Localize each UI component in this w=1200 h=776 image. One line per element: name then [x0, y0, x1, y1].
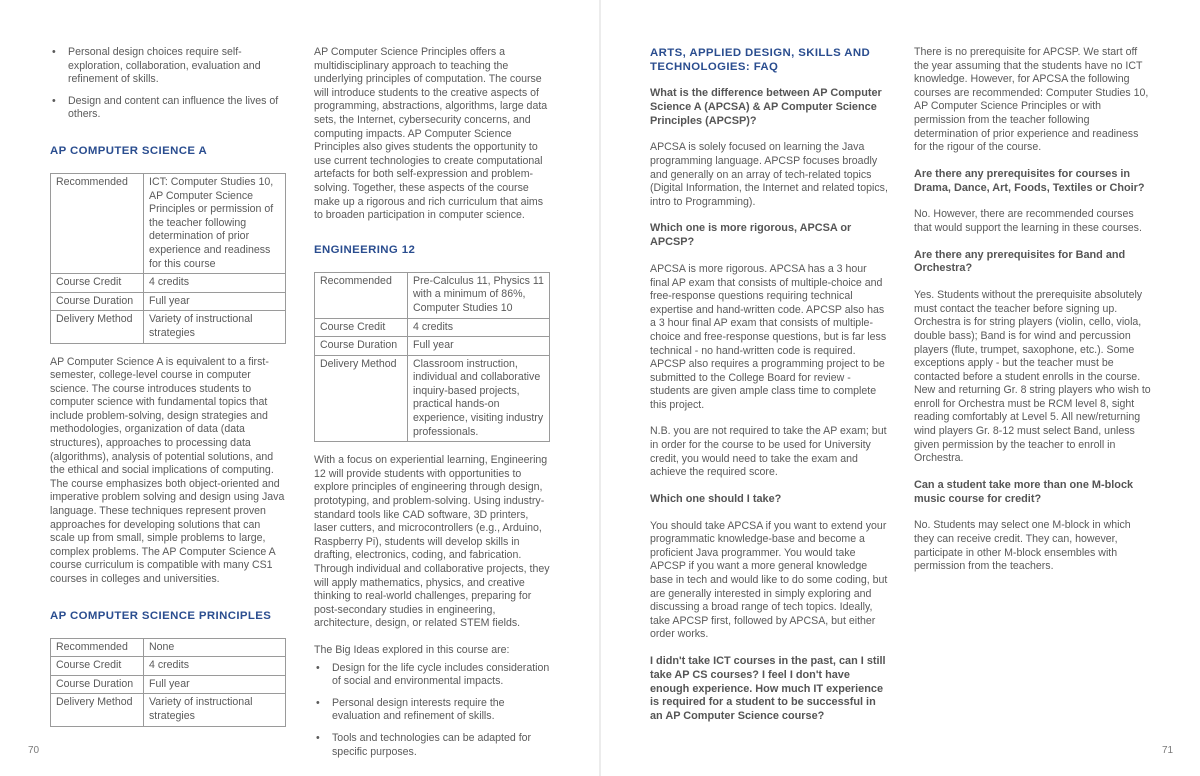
table-row [51, 173, 286, 273]
page-number: 70 [28, 745, 40, 756]
left-column-2 [314, 46, 550, 767]
faq-answer: APCSA is solely focused on learning the Java programming language. APCSP focuses broadly and generally on an array of tech-related topics (Digital Information, the Internet and related topics, intro to Programming). [650, 141, 888, 208]
table-row [315, 318, 550, 337]
faq-question: What is the difference between AP Computer Science A (APCSA) & AP Computer Science Principles (APCSP)? [650, 87, 882, 127]
table-row [51, 675, 286, 694]
faq-heading: ARTS, APPLIED DESIGN, SKILLS AND TECHNOLOGIES: FAQ [650, 47, 871, 73]
faq-answer: APCSA is more rigorous. APCSA has a 3 hour final AP exam that consists of multiple-choice and free-response questions requiring technical expertise and hand-written code. APCSP also has a 3 hour final AP exam that consists of multiple-choice and free-response questions, but is far less technical - no hand-written code is required. APCSP also requires a programming project to be submitted to the College Board for review - students are given ample class time to complete this project. [650, 262, 887, 411]
table-value: Variety of instructional strategies [144, 311, 286, 343]
table-label: Course Credit [51, 657, 144, 676]
bullet-item: • Design for the life cycle includes consideration of social and environmental impacts. [314, 662, 550, 689]
engineering-heading: ENGINEERING 12 [314, 243, 416, 256]
table-label: Recommended [51, 638, 144, 657]
table-value: Full year [144, 292, 286, 311]
table-row [51, 694, 286, 726]
bullet-item: • Personal design choices require self-exploration, collaboration, evaluation and refinement of skills. [50, 46, 286, 87]
table-label: Course Duration [51, 675, 144, 694]
table-label: Course Duration [315, 337, 408, 356]
design-bullets [50, 46, 286, 122]
table-value: Pre-Calculus 11, Physics 11 with a minimum of 86%, Computer Studies 10 [408, 272, 550, 318]
faq-answer: No. However, there are recommended courses that would support the learning in these courses. [914, 208, 1142, 234]
table-value: None [144, 638, 286, 657]
table-label: Course Duration [51, 292, 144, 311]
faq-answer: N.B. you are not required to take the AP exam; but in order for the course to be used for University credit, you would need to take the exam and achieve the required score. [650, 425, 887, 479]
faq-answer: There is no prerequisite for APCSP. We start off the year assuming that the students have no ICT knowledge. However, for APCSA the following courses are recommended: Computer Studies 10, AP Computer Science Principles or with permission from the teacher following determination of prior experience and readiness for the rigour of the course. [914, 46, 1149, 154]
faq-question: Which one is more rigorous, APCSA or APCSP? [650, 222, 852, 249]
apcsp-info-table [50, 638, 286, 727]
faq-answer: Yes. Students without the prerequisite absolutely must contact the teacher before signing up. Orchestra is for string players (violin, cello, viola, double bass); Band is for wind and percussion players (flute, trumpet, saxophone, etc.). Some exceptions apply - but the teacher must be contacted before a student enrolls in the course. New and returning Gr. 8 string players who wish to enroll for Orchestra must be RCM level 8, sight reading comfortably at Level 5. All new/returning wind players Gr. 8-12 must select Band, unless given permission by the teacher to enroll in Orchestra. [914, 289, 1151, 465]
apcsp-description: AP Computer Science Principles offers a multidisciplinary approach to teaching the underlying principles of computation. The course will introduce students to the creative aspects of programming, abstractions, algorithms, large data sets, the Internet, cybersecurity concerns, and computing impacts. AP Computer Science Principles also gives students the opportunity to use current technologies to create computational artefacts for both self-expression and problem-solving. Together, these aspects of the course make up a rigorous and rich curriculum that aims to broaden participation in computer science. [314, 46, 548, 222]
apcsa-heading: AP COMPUTER SCIENCE A [50, 144, 208, 157]
faq-question: Can a student take more than one M-block music course for credit? [914, 478, 1134, 505]
table-label: Delivery Method [315, 355, 408, 442]
table-value: 4 credits [144, 657, 286, 676]
table-value: 4 credits [144, 274, 286, 293]
table-row [315, 337, 550, 356]
bullet-item: • Design and content can influence the lives of others. [50, 95, 286, 122]
table-label: Recommended [51, 173, 144, 273]
big-ideas-list [314, 662, 550, 760]
bullet-item: • Tools and technologies can be adapted for specific purposes. [314, 732, 550, 759]
table-value: Full year [408, 337, 550, 356]
table-row [51, 292, 286, 311]
faq-question: Which one should I take? [650, 492, 782, 505]
faq-answer: No. Students may select one M-block in which they can receive credit. They can, however, participate in other M-block ensembles with permission from the teachers. [914, 519, 1131, 573]
bullet-item: • Personal design interests require the evaluation and refinement of skills. [314, 697, 550, 724]
table-label: Delivery Method [51, 311, 144, 343]
faq-question: I didn't take ICT courses in the past, can I still take AP CS courses? I feel I don't have enough experience. How much IT experience is required for a student to be successful in an AP Computer Science course? [650, 655, 886, 723]
big-ideas-intro: The Big Ideas explored in this course are: [314, 643, 510, 656]
engineering-description: With a focus on experiential learning, Engineering 12 will provide students with opportunities to explore principles of engineering through design, prototyping, and problem-solving. Using industry-standard tools like CAD software, 3D printers, laser cutters, and microcontrollers (e.g., Arduino, Raspberry Pi), students will develop skills in drafting, electronics, coding, and fabrication. Through individual and collaborative projects, they will apply mathematics, physics, and creative thinking to real-world challenges, preparing for post-secondary studies in engineering, architecture, design, or related STEM fields. [314, 454, 550, 630]
table-value: 4 credits [408, 318, 550, 337]
apcsp-heading: AP COMPUTER SCIENCE PRINCIPLES [50, 609, 272, 622]
table-label: Recommended [315, 272, 408, 318]
page-number: 71 [1162, 745, 1174, 756]
left-column-1 [50, 46, 286, 739]
table-row [51, 638, 286, 657]
table-label: Course Credit [315, 318, 408, 337]
table-label: Delivery Method [51, 694, 144, 726]
table-label: Course Credit [51, 274, 144, 293]
page-gutter [599, 0, 601, 776]
faq-question: Are there any prerequisites for Band and Orchestra? [914, 248, 1126, 275]
right-column-2 [914, 46, 1152, 587]
table-row [315, 272, 550, 318]
faq-question: Are there any prerequisites for courses in Drama, Dance, Art, Foods, Textiles or Choir? [914, 167, 1145, 194]
faq-answer: You should take APCSA if you want to extend your programmatic knowledge-base and become a proficient Java programmer. You would take APCSP if you want a more general knowledge base in tech and would like to do some coding, but are generally interested in simply exploring and discussing a broad range of tech topics. Ideally, take APCSP first, followed by APCSA, but either order works. [650, 519, 888, 641]
table-row [315, 355, 550, 442]
right-page [602, 0, 1200, 776]
table-value: Classroom instruction, individual and collaborative inquiry-based projects, practical hands-on experience, visiting industry professionals. [408, 355, 550, 442]
left-page [0, 0, 598, 776]
table-value: Full year [144, 675, 286, 694]
right-column-1 [650, 46, 888, 737]
apcsa-info-table [50, 173, 286, 344]
table-row [51, 657, 286, 676]
table-value: Variety of instructional strategies [144, 694, 286, 726]
table-value: ICT: Computer Studies 10, AP Computer Science Principles or permission of the teacher following determination of prior experience and readiness for this course [144, 173, 286, 273]
apcsa-description: AP Computer Science A is equivalent to a first-semester, college-level course in computer science. The course introduces students to computer science with fundamental topics that include problem-solving, design strategies and methodologies, organization of data (data structures), approaches to processing data (algorithms), analysis of potential solutions, and the ethical and social implications of computing. The course emphasizes both object-oriented and imperative problem solving and design using Java language. These techniques represent proven approaches for developing solutions that can scale up from small, simple problems to large, complex problems. The AP Computer Science A course curriculum is compatible with many CS1 courses in colleges and universities. [50, 355, 285, 585]
table-row [51, 274, 286, 293]
table-row [51, 311, 286, 343]
engineering-info-table [314, 272, 550, 443]
